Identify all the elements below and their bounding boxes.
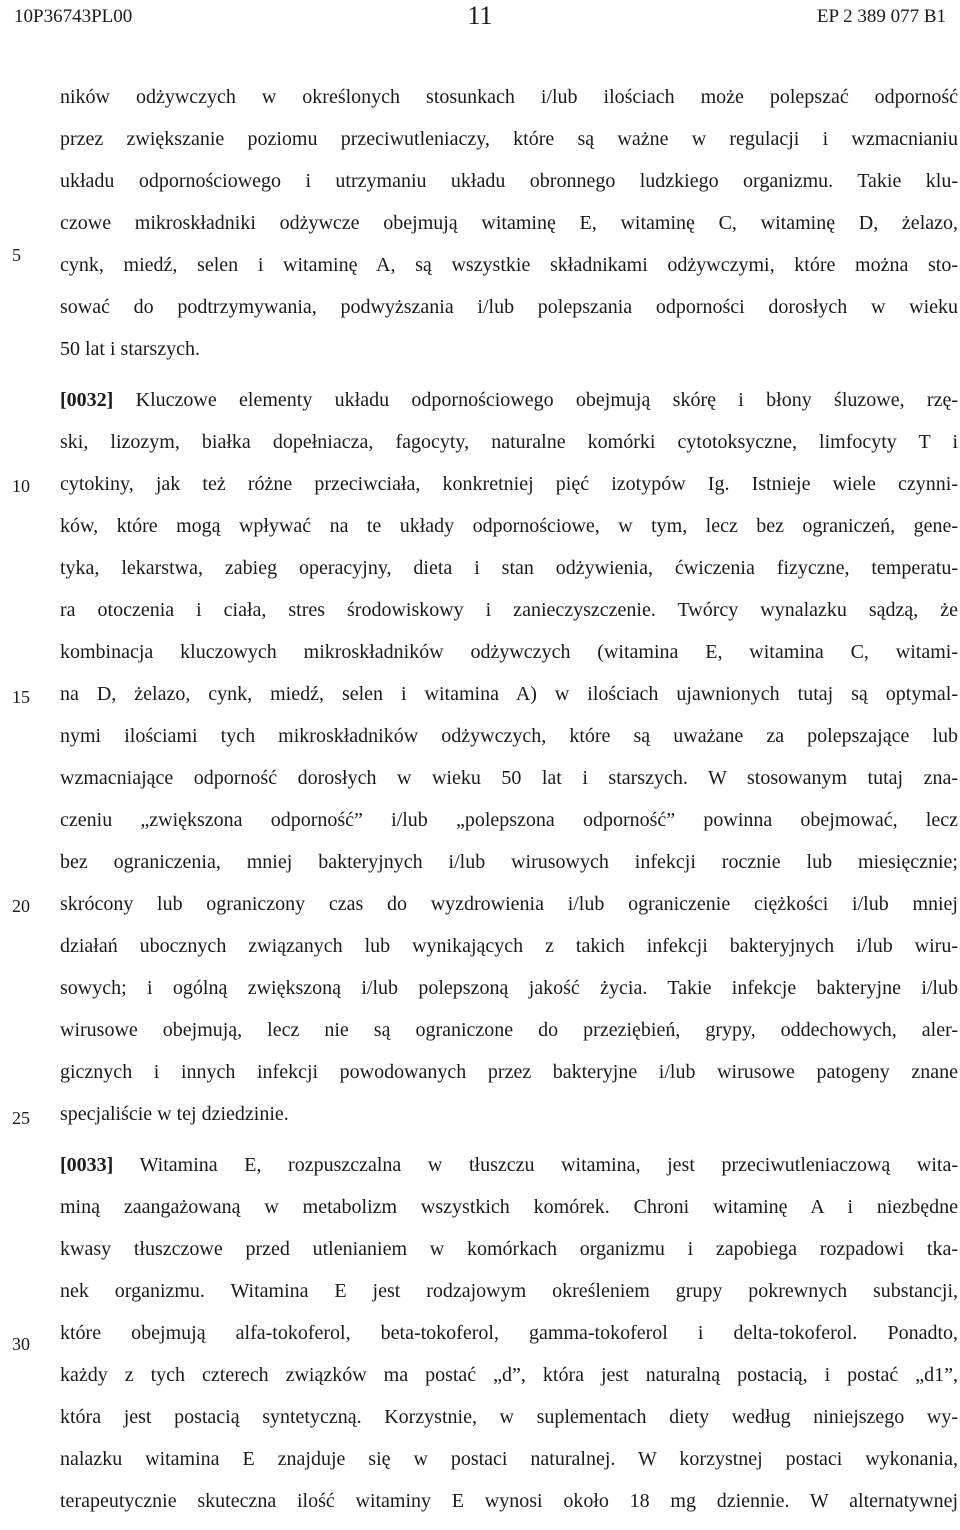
line-text: działań ubocznych związanych lub wynikających z takich infekcji bakteryjnych i/lub wiru- <box>60 935 958 957</box>
line-text: sowych; i ogólną zwiększoną i/lub polepszoną jakość życia. Takie infekcje bakteryjne i/lub <box>60 977 958 999</box>
margin-line-number: 10 <box>12 476 30 496</box>
line-text: czowe mikroskładniki odżywcze obejmują witaminę E, witaminę C, witaminę D, żelazo, <box>60 212 958 234</box>
text-line <box>60 967 958 1009</box>
line-text: cytokiny, jak też różne przeciwciała, konkretniej pięć izotypów Ig. Istnieje wiele czynni- <box>60 473 958 495</box>
text-line <box>60 925 958 967</box>
text-line <box>60 757 958 799</box>
line-text: ków, które mogą wpływać na te układy odpornościowe, w tym, lecz bez ograniczeń, gene- <box>60 515 958 537</box>
line-text: ników odżywczych w określonych stosunkach i/lub ilościach może polepszać odporność <box>60 86 958 108</box>
text-line <box>60 118 958 160</box>
text-line <box>60 463 958 505</box>
line-text: która jest postacią syntetyczną. Korzystnie, w suplementach diety według niniejszego wy- <box>60 1406 958 1428</box>
text-line <box>60 1093 958 1135</box>
text-line <box>60 1312 958 1354</box>
line-text: Kluczowe elementy układu odpornościowego obejmują skórę i błony śluzowe, rzę- <box>113 389 958 411</box>
line-text: które obejmują alfa-tokoferol, beta-tokoferol, gamma-tokoferol i delta-tokoferol. Ponadto, <box>60 1322 958 1344</box>
text-line <box>60 202 958 244</box>
line-text: nymi ilościami tych mikroskładników odżywczych, które są uważane za polepszające lub <box>60 725 958 747</box>
margin-line-number: 5 <box>12 245 21 265</box>
line-text: bez ograniczenia, mniej bakteryjnych i/lub wirusowych infekcji rocznie lub miesięcznie; <box>60 851 958 873</box>
text-line <box>60 160 958 202</box>
margin-line-number: 30 <box>12 1334 30 1354</box>
text-line <box>60 244 958 286</box>
text-line <box>60 505 958 547</box>
paragraph-reference: [0033] <box>60 1154 114 1176</box>
line-text: wzmacniające odporność dorosłych w wieku 50 lat i starszych. W stosowanym tutaj zna- <box>60 767 958 789</box>
text-line <box>60 589 958 631</box>
page-number: 11 <box>467 1 493 30</box>
margin-line-number: 25 <box>12 1108 30 1128</box>
text-line <box>60 379 958 421</box>
text-line <box>60 328 958 370</box>
text-line <box>60 1144 958 1186</box>
line-text: kombinacja kluczowych mikroskładników odżywczych (witamina E, witamina C, witami- <box>60 641 958 663</box>
document-body <box>60 76 958 1522</box>
paragraph-0032 <box>60 379 958 1135</box>
margin-line-number: 15 <box>12 687 30 707</box>
text-line <box>60 1051 958 1093</box>
line-text: Witamina E, rozpuszczalna w tłuszczu witamina, jest przeciwutleniaczową wita- <box>113 1154 958 1176</box>
line-text: nalazku witamina E znajduje się w postaci naturalnej. W korzystnej postaci wykonania, <box>60 1448 958 1470</box>
paragraph-continuation <box>60 76 958 370</box>
text-line <box>60 547 958 589</box>
margin-line-number: 20 <box>12 896 30 916</box>
patent-id: EP 2 389 077 B1 <box>816 6 946 27</box>
line-text: cynk, miedź, selen i witaminę A, są wszystkie składnikami odżywczymi, które można sto- <box>60 254 958 276</box>
line-text: kwasy tłuszczowe przed utlenianiem w komórkach organizmu i zapobiega rozpadowi tka- <box>60 1238 958 1260</box>
text-line <box>60 841 958 883</box>
text-line <box>60 1186 958 1228</box>
line-text: terapeutycznie skuteczna ilość witaminy E wynosi około 18 mg dziennie. W alternatywnej <box>60 1490 958 1512</box>
text-line <box>60 421 958 463</box>
line-text: na D, żelazo, cynk, miedź, selen i witamina A) w ilościach ujawnionych tutaj są optymal- <box>60 683 958 705</box>
text-line <box>60 1438 958 1480</box>
line-text: ra otoczenia i ciała, stres środowiskowy i zanieczyszczenie. Twórcy wynalazku sądzą, że <box>60 599 958 621</box>
text-line <box>60 883 958 925</box>
line-text: układu odpornościowego i utrzymaniu układu obronnego ludzkiego organizmu. Takie klu- <box>60 170 958 192</box>
text-line <box>60 1396 958 1438</box>
paragraph-reference: [0032] <box>60 389 114 411</box>
line-text: nek organizmu. Witamina E jest rodzajowym określeniem grupy pokrewnych substancji, <box>60 1280 958 1302</box>
paragraph-0033 <box>60 1144 958 1522</box>
text-line <box>60 1270 958 1312</box>
line-text: skrócony lub ograniczony czas do wyzdrowienia i/lub ograniczenie ciężkości i/lub mniej <box>60 893 958 915</box>
text-line <box>60 673 958 715</box>
line-text: ski, lizozym, białka dopełniacza, fagocyty, naturalne komórki cytotoksyczne, limfocyty T i <box>60 431 958 453</box>
text-line <box>60 76 958 118</box>
document-code: 10P36743PL00 <box>14 6 133 27</box>
line-text: gicznych i innych infekcji powodowanych przez bakteryjne i/lub wirusowe patogeny znane <box>60 1061 958 1083</box>
text-line <box>60 1354 958 1396</box>
line-text: wirusowe obejmują, lecz nie są ograniczone do przeziębień, grypy, oddechowych, aler- <box>60 1019 958 1041</box>
line-text: 50 lat i starszych. <box>60 338 200 360</box>
text-line <box>60 1228 958 1270</box>
line-text: przez zwiększanie poziomu przeciwutleniaczy, które są ważne w regulacji i wzmacnianiu <box>60 128 958 150</box>
text-line <box>60 1480 958 1522</box>
text-line <box>60 715 958 757</box>
text-line <box>60 631 958 673</box>
text-line <box>60 1009 958 1051</box>
line-text: sować do podtrzymywania, podwyższania i/lub polepszania odporności dorosłych w wieku <box>60 296 958 318</box>
line-text: czeniu „zwiększona odporność” i/lub „polepszona odporność” powinna obejmować, lecz <box>60 809 958 831</box>
line-text: tyka, lekarstwa, zabieg operacyjny, dieta i stan odżywienia, ćwiczenia fizyczne, temperatu- <box>60 557 958 579</box>
text-line <box>60 286 958 328</box>
line-text: miną zaangażowaną w metabolizm wszystkich komórek. Chroni witaminę A i niezbędne <box>60 1196 958 1218</box>
line-text: specjaliście w tej dziedzinie. <box>60 1103 289 1125</box>
text-line <box>60 799 958 841</box>
line-text: każdy z tych czterech związków ma postać „d”, która jest naturalną postacią, i postać „d1”, <box>60 1364 958 1386</box>
